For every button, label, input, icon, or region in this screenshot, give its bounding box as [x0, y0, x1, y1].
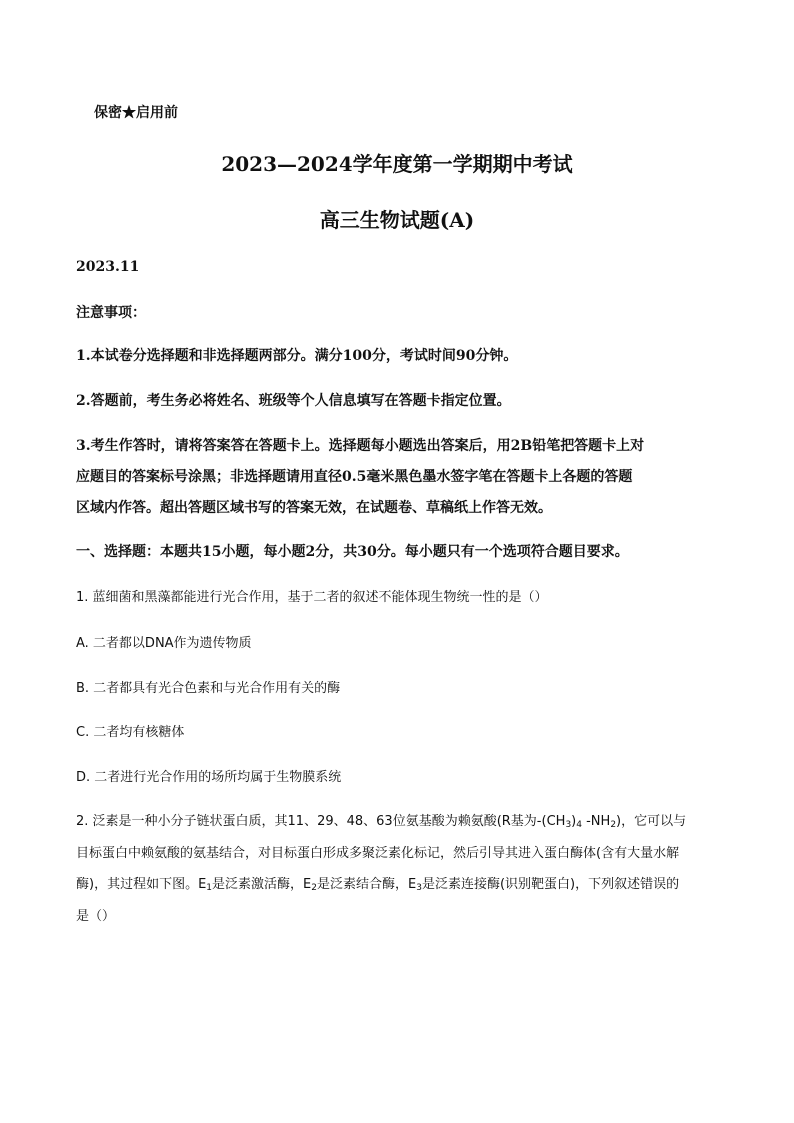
notes-item-2: 2.答题前，考生务必将姓名、班级等个人信息填写在答题卡指定位置。	[76, 393, 511, 409]
notes-heading: 注意事项：	[76, 305, 146, 321]
q2-line1-text-mid2: -NH	[581, 814, 611, 829]
question-1-stem: 1. 蓝细菌和黑藻都能进行光合作用，基于二者的叙述不能体现生物统一性的是（）	[76, 590, 548, 605]
e1-subscript: 1	[206, 883, 213, 893]
question-1-option-c: C. 二者均有核糖体	[76, 725, 185, 740]
exam-title: 2023—2024学年度第一学期期中考试	[221, 152, 573, 176]
q2-line1-text-mid: )	[571, 814, 577, 829]
q2-line1-text: 2. 泛素是一种小分子链状蛋白质，其11、29、48、63位氨基酸为赖氨酸(R基为-(CH	[76, 814, 566, 829]
notes-item-1: 1.本试卷分选择题和非选择题两部分。满分100分，考试时间90分钟。	[76, 348, 518, 364]
question-2-line-1	[76, 810, 686, 829]
question-2-line-3	[76, 873, 679, 892]
question-2-line-4: 是（）	[76, 909, 116, 924]
question-2-line-2: 目标蛋白中赖氨酸的氨基结合，对目标蛋白形成多聚泛素化标记，然后引导其进入蛋白酶体(含有大量水解	[76, 846, 680, 861]
question-1-option-a: A. 二者都以DNA作为遗传物质	[76, 636, 252, 651]
confidential-label: 保密★启用前	[94, 105, 178, 121]
e3-subscript: 3	[416, 883, 422, 893]
q2-line3-text: 酶)，其过程如下图。E	[76, 877, 207, 892]
q2-line3-text-mid1: 是泛素激活酶，E	[212, 877, 312, 892]
notes-item-3-line-2: 应题目的答案标号涂黑；非选择题请用直径0.5毫米黑色墨水签字笔在答题卡上各题的答题	[76, 469, 633, 485]
q2-line1-text-end: )，它可以与	[616, 814, 687, 829]
subscript-3: 3	[565, 820, 572, 830]
subject-title: 高三生物试题(A)	[319, 208, 475, 232]
e2-subscript: 2	[311, 883, 317, 893]
notes-item-3-line-1: 3.考生作答时，请将答案答在答题卡上。选择题每小题选出答案后，用2B铅笔把答题卡上对	[76, 438, 645, 454]
exam-date: 2023.11	[76, 259, 140, 275]
question-1-option-b: B. 二者都具有光合色素和与光合作用有关的酶	[76, 681, 341, 696]
subscript-4: 4	[576, 820, 582, 830]
subscript-2: 2	[610, 820, 617, 830]
q2-line3-text-mid2: 是泛素结合酶，E	[316, 877, 417, 892]
notes-item-3-line-3: 区域内作答。超出答题区域书写的答案无效，在试题卷、草稿纸上作答无效。	[76, 500, 552, 516]
q2-line3-text-end: 是泛素连接酶(识别靶蛋白)，下列叙述错误的	[421, 877, 680, 892]
section-heading: 一、选择题：本题共15小题，每小题2分，共30分。每小题只有一个选项符合题目要求。	[76, 544, 629, 560]
question-1-option-d: D. 二者进行光合作用的场所均属于生物膜系统	[76, 770, 342, 785]
